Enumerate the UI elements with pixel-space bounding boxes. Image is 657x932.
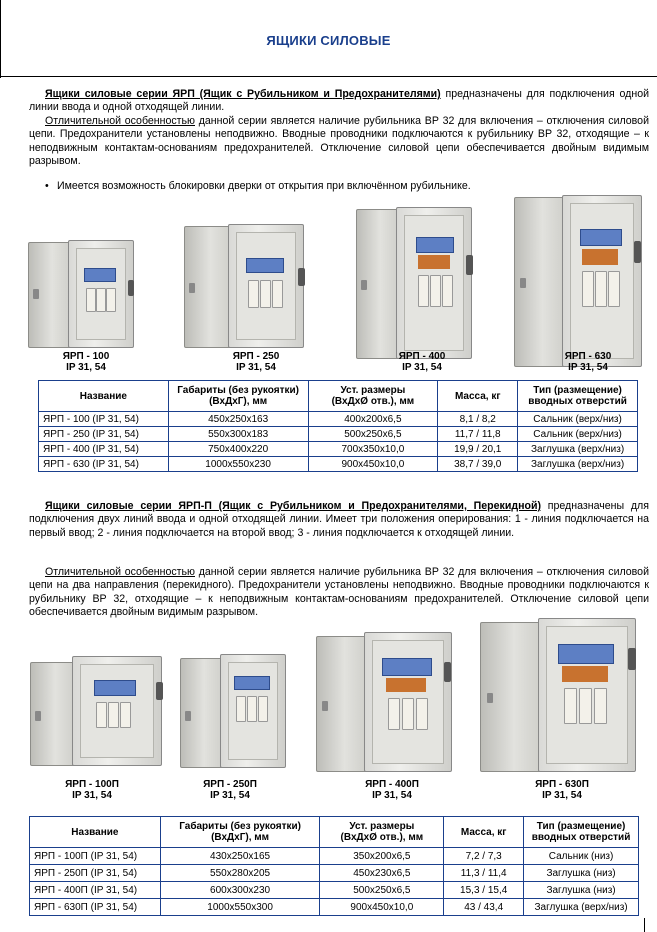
table-cell: 750x400x220	[168, 442, 308, 457]
table-row	[39, 442, 638, 457]
table-cell: 900x450x10,0	[320, 899, 444, 916]
table-cell: 400x200x6,5	[308, 412, 438, 427]
table-cell: 11,7 / 11,8	[438, 427, 518, 442]
table-cell: ЯРП - 400П (IP 31, 54)	[30, 882, 161, 899]
table-cell: Сальник (низ)	[524, 848, 639, 865]
table-cell: 500x250x6,5	[320, 882, 444, 899]
table-row	[39, 427, 638, 442]
table-row	[30, 882, 639, 899]
section2-intro	[29, 500, 649, 540]
spec-table-yarp-p	[29, 816, 639, 916]
table-header: Габариты (без рукоятки) (ВхДхГ), мм	[160, 817, 320, 848]
table-cell: 7,2 / 7,3	[444, 848, 524, 865]
product-image-yarp-100p	[30, 656, 164, 766]
table-row	[30, 899, 639, 916]
table-cell: 550x280x205	[160, 865, 320, 882]
table-header: Тип (размещение) вводных отверстий	[518, 381, 638, 412]
section2-lead-rest: предназначены для подключения двух линий ввода и одной отходящей линии. Имеет три положения оперирования: 1 - линия подключается на первый ввод; 2 - линия подключается на второй ввод; 3 - линия подключается к отходящей линии.	[29, 500, 649, 539]
product-image-yarp-630	[514, 195, 642, 367]
section2-feature	[29, 566, 649, 619]
section1-intro	[29, 88, 649, 115]
product-image-yarp-400p	[316, 632, 452, 772]
table-cell: 350x200x6,5	[320, 848, 444, 865]
table-row	[39, 412, 638, 427]
product-caption-yarp-400: ЯРП - 400 IP 31, 54	[398, 351, 446, 373]
table-cell: ЯРП - 100 (IP 31, 54)	[39, 412, 169, 427]
product-caption-yarp-100: ЯРП - 100 IP 31, 54	[62, 351, 110, 373]
product-image-yarp-250p	[180, 654, 286, 768]
product-image-yarp-250	[184, 224, 306, 348]
section2-feature-text: данной серии является наличие рубильника ВР 32 для включения – отключения силовой цепи на два направления (перекидного). Предохранители установлены неподвижно. Вводные проводники подключаются к рубильнику ВР 32, отходящие – к неподвижным контактам-основаниям предохранителей. Отключение силовой цепи обеспечивается двойным видимым разрывом.	[29, 566, 649, 618]
table-cell: 700x350x10,0	[308, 442, 438, 457]
table-cell: ЯРП - 400 (IP 31, 54)	[39, 442, 169, 457]
product-image-yarp-400	[356, 207, 474, 359]
table-header: Название	[39, 381, 169, 412]
product-image-yarp-630p	[480, 618, 638, 772]
spec-table-yarp	[38, 380, 638, 472]
table-cell: 1000x550x230	[168, 457, 308, 472]
table-cell: 38,7 / 39,0	[438, 457, 518, 472]
table-header: Масса, кг	[438, 381, 518, 412]
table-cell: Заглушка (низ)	[524, 865, 639, 882]
table-cell: Заглушка (верх/низ)	[524, 899, 639, 916]
table-header: Тип (размещение) вводных отверстий	[524, 817, 639, 848]
table-cell: 15,3 / 15,4	[444, 882, 524, 899]
table-cell: 450x250x163	[168, 412, 308, 427]
table-cell: 600x300x230	[160, 882, 320, 899]
table-cell: 8,1 / 8,2	[438, 412, 518, 427]
section1-feature-label: Отличительной особенностью	[45, 115, 195, 127]
table-cell: 43 / 43,4	[444, 899, 524, 916]
table-cell: ЯРП - 630 (IP 31, 54)	[39, 457, 169, 472]
frame-line-corner	[644, 918, 645, 932]
table-cell: 500x250x6,5	[308, 427, 438, 442]
table-cell: Заглушка (верх/низ)	[518, 457, 638, 472]
frame-line-top	[0, 76, 657, 77]
table-cell: ЯРП - 100П (IP 31, 54)	[30, 848, 161, 865]
table-header: Название	[30, 817, 161, 848]
product-caption-yarp-250p: ЯРП - 250П IP 31, 54	[203, 779, 257, 801]
table-header: Масса, кг	[444, 817, 524, 848]
table-cell: 550x300x183	[168, 427, 308, 442]
table-cell: Заглушка (верх/низ)	[518, 442, 638, 457]
table-cell: 900x450x10,0	[308, 457, 438, 472]
section2-lead: Ящики силовые серии ЯРП-П (Ящик с Рубильником и Предохранителями, Перекидной)	[45, 500, 541, 512]
product-caption-yarp-630: ЯРП - 630 IP 31, 54	[564, 351, 612, 373]
table-row	[30, 865, 639, 882]
section1-lead-rest: предназначены для подключения одной линии ввода и одной отходящей линии.	[29, 88, 649, 114]
product-caption-yarp-100p: ЯРП - 100П IP 31, 54	[65, 779, 119, 801]
section1-bullet	[45, 180, 471, 192]
table-cell: ЯРП - 250 (IP 31, 54)	[39, 427, 169, 442]
product-caption-yarp-400p: ЯРП - 400П IP 31, 54	[365, 779, 419, 801]
table-cell: Сальник (верх/низ)	[518, 412, 638, 427]
table-cell: Заглушка (низ)	[524, 882, 639, 899]
section1-lead: Ящики силовые серии ЯРП (Ящик с Рубильником и Предохранителями)	[45, 88, 441, 100]
table-cell: ЯРП - 630П (IP 31, 54)	[30, 899, 161, 916]
table-header: Уст. размеры (ВхДхØ отв.), мм	[320, 817, 444, 848]
section1-feature-text: данной серии является наличие рубильника ВР 32 для включения – отключения силовой цепи. Предохранители установлены неподвижно. Вводные проводники подключаются к рубильнику ВР 32, отходящие – к неподвижным контактам-основаниям предохранителей. Отключение силовой цепи обеспечивается двойным видимым разрывом.	[29, 115, 649, 167]
section2-feature-label: Отличительной особенностью	[45, 566, 195, 578]
product-caption-yarp-630p: ЯРП - 630П IP 31, 54	[535, 779, 589, 801]
table-cell: 430x250x165	[160, 848, 320, 865]
table-row	[39, 457, 638, 472]
bullet-dot-icon: •	[45, 180, 49, 192]
table-cell: 11,3 / 11,4	[444, 865, 524, 882]
page-title: ЯЩИКИ СИЛОВЫЕ	[266, 33, 391, 48]
product-caption-yarp-250: ЯРП - 250 IP 31, 54	[232, 351, 280, 373]
table-cell: 19,9 / 20,1	[438, 442, 518, 457]
section1-bullet-text: Имеется возможность блокировки дверки от открытия при включённом рубильнике.	[57, 180, 471, 192]
table-cell: Сальник (верх/низ)	[518, 427, 638, 442]
table-cell: 450x230x6,5	[320, 865, 444, 882]
table-cell: ЯРП - 250П (IP 31, 54)	[30, 865, 161, 882]
table-header: Уст. размеры (ВхДхØ отв.), мм	[308, 381, 438, 412]
table-header: Габариты (без рукоятки) (ВхДхГ), мм	[168, 381, 308, 412]
table-row	[30, 848, 639, 865]
table-cell: 1000x550x300	[160, 899, 320, 916]
section1-feature	[29, 115, 649, 168]
product-image-yarp-100	[28, 240, 134, 348]
